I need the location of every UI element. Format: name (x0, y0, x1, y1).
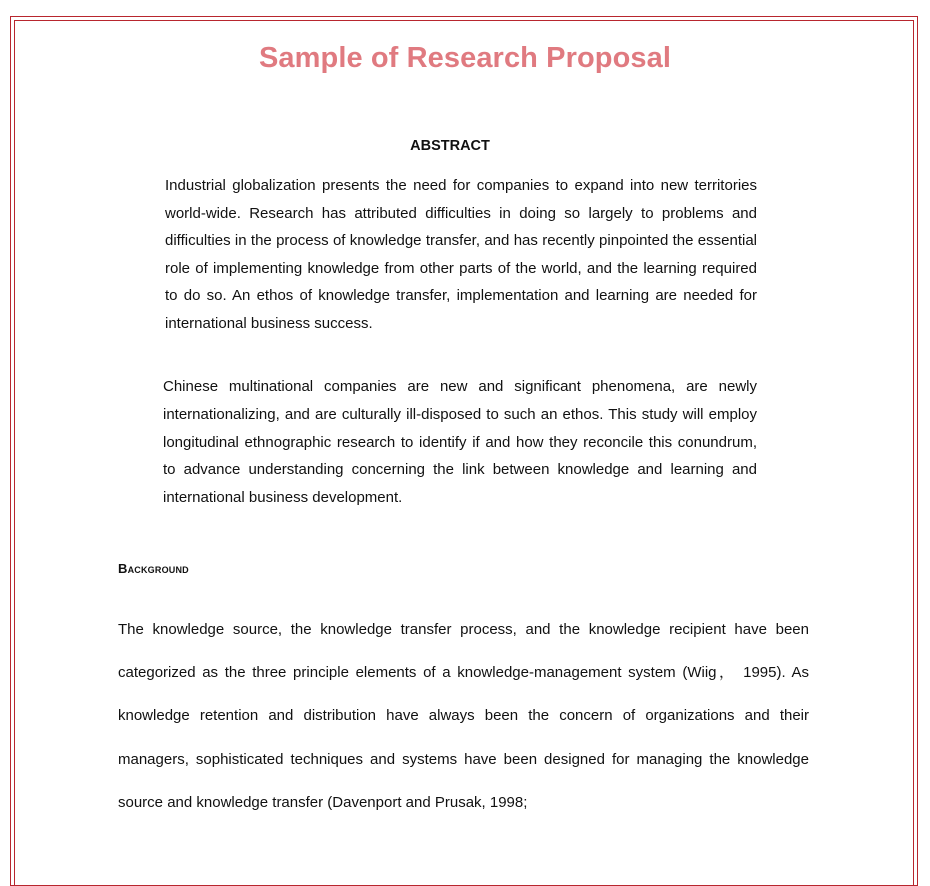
abstract-paragraph-2: Chinese multinational companies are new and significant phenomena, are newly internationalizing, and are culturally ill-disposed to such an ethos. This study will employ longitudinal ethnographic research to identify if and how they reconcile this conundrum, to advance understanding concerning the link between knowledge and learning and international business development. (163, 378, 757, 507)
background-paragraph-1: The knowledge source, the knowledge transfer process, and the knowledge recipient have been categorized as the three principle elements of a knowledge-management system (Wiig， 1995). As knowledge retention and distribution have always been the concern of organizations and their managers, sophisticated techniques and systems have been designed for managing the knowledge source and knowledge transfer (Davenport and Prusak, 1998; (118, 621, 809, 811)
background-heading: Background (118, 561, 189, 576)
document-title: Sample of Research Proposal (258, 42, 672, 74)
abstract-heading: ABSTRACT (410, 138, 490, 154)
abstract-paragraph-1: Industrial globalization presents the need for companies to expand into new territories world-wide. Research has attributed difficulties in doing so largely to problems and difficulties in the process of knowledge transfer, and has recently pinpointed the essential role of implementing knowledge from other parts of the world, and the learning required to do so. An ethos of knowledge transfer, implementation and learning are needed for international business success. (165, 177, 757, 332)
